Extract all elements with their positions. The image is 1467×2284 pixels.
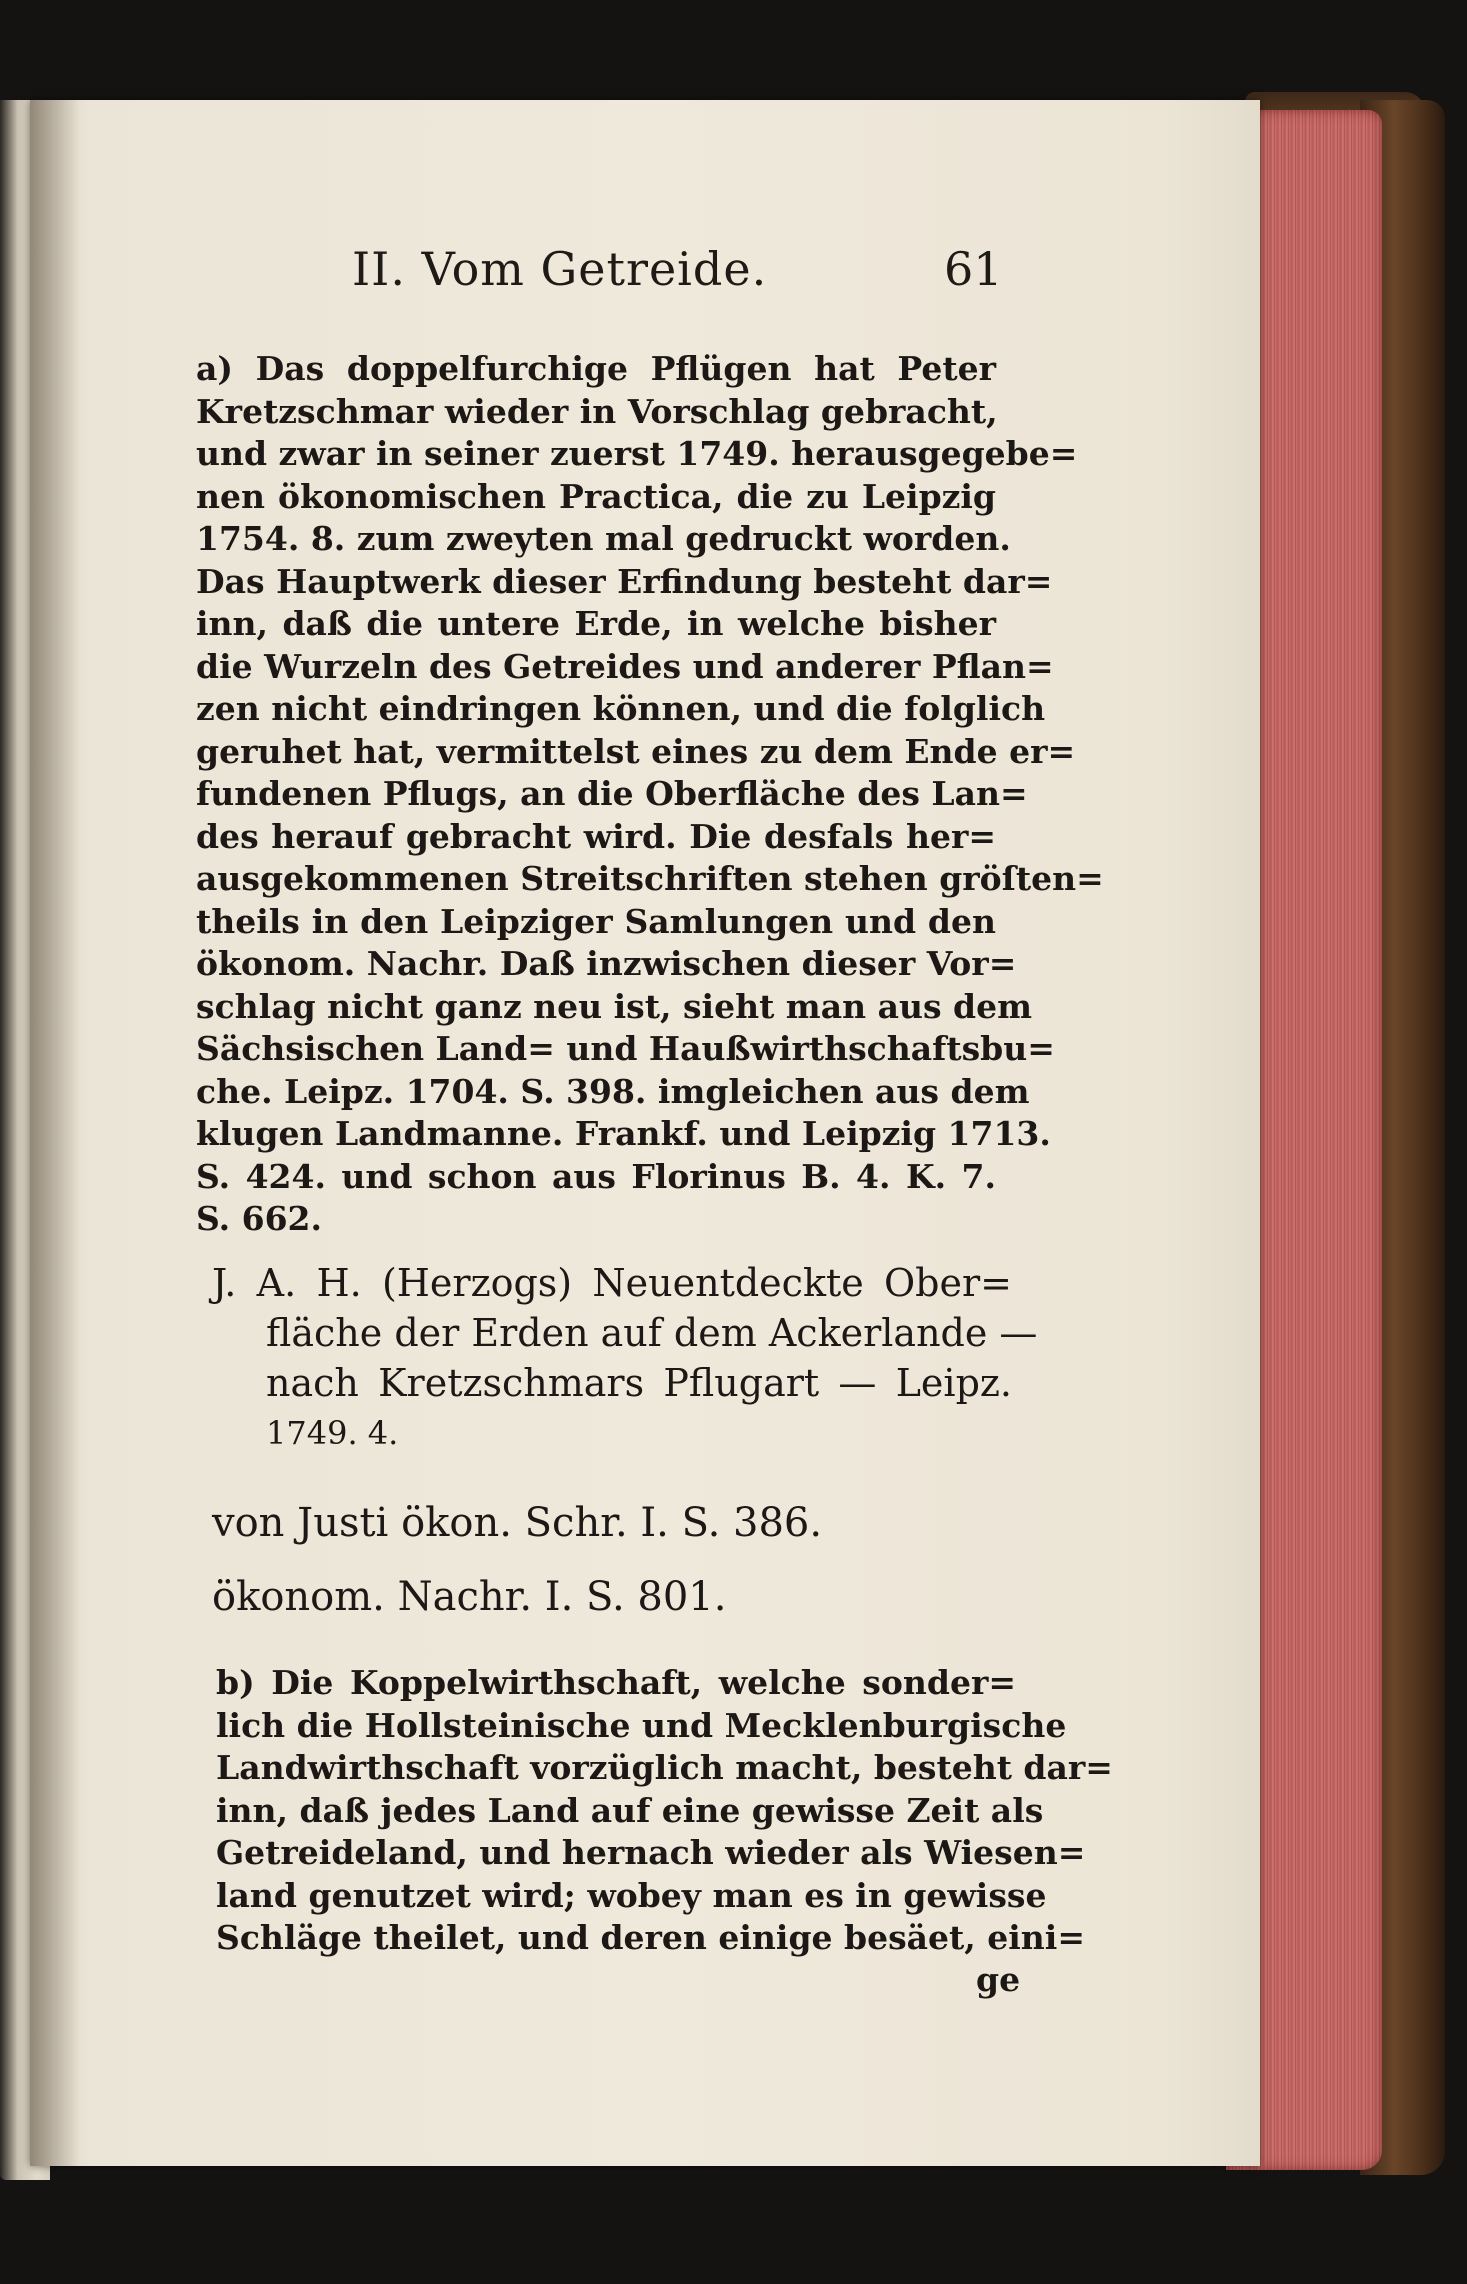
text-line: Getreideland, und hernach wieder als Wiesen= [216, 1833, 1086, 1872]
text-line: Sächsischen Land= und Haußwirthschaftsbu= [196, 1029, 1055, 1068]
page-header [0, 242, 1467, 312]
text-line: fundenen Pflugs, an die Oberfläche des Lan= [196, 774, 1028, 813]
text-line: ökonom. Nachr. Daß inzwischen dieser Vor= [196, 944, 1017, 983]
text-line: Das Hauptwerk dieser Erfindung besteht dar= [196, 561, 1053, 601]
text-line: che. Leipz. 1704. S. 398. imgleichen aus dem [196, 1071, 1030, 1111]
page-number: 61 [944, 242, 1003, 296]
text-line: klugen Landmanne. Frankf. und Leipzig 1713. [196, 1114, 1051, 1153]
citation-line: J. A. H. (Herzogs) Neuentdeckte Ober= [212, 1261, 1012, 1305]
text-line: geruhet hat, vermittelst eines zu dem Ende er= [196, 731, 1076, 771]
text-line: inn, daß die untere Erde, in welche bisher [196, 604, 996, 643]
text-line: die Wurzeln des Getreides und anderer Pflan= [196, 646, 1054, 686]
book-citation [212, 1258, 1038, 1458]
text-line: inn, daß jedes Land auf eine gewisse Zeit als [216, 1790, 1044, 1830]
text-line: zen nicht eindringen können, und die folglich [196, 689, 1046, 728]
text-line: nen ökonomischen Practica, die zu Leipzig [196, 476, 996, 516]
paragraph-b [216, 1662, 1113, 1960]
text-line: Schläge theilet, und deren einige besäet, eini= [216, 1918, 1085, 1957]
text-line: Kretzschmar wieder in Vorschlag gebracht, [196, 391, 998, 431]
text-line: des herauf gebracht wird. Die desfals her= [196, 816, 996, 856]
reference-oekonom: ökonom. Nachr. I. S. 801. [212, 1574, 727, 1620]
text-line: land genutzet wird; wobey man es in gewisse [216, 1875, 1047, 1915]
text-line: und zwar in seiner zuerst 1749. herausgegebe= [196, 434, 1078, 473]
catchword: ge [976, 1960, 1021, 1999]
text-line: b) Die Koppelwirthschaft, welche sonder= [216, 1663, 1016, 1702]
citation-year: 1749. 4. [266, 1414, 399, 1452]
text-line: S. 662. [196, 1199, 323, 1238]
citation-line: nach Kretzschmars Pflugart — Leipz. [266, 1361, 1012, 1405]
text-line: ausgekommenen Streitschriften stehen gröſten= [196, 859, 1104, 898]
text-line: lich die Hollsteinische und Mecklenburgische [216, 1705, 1067, 1745]
paragraph-a [196, 348, 1104, 1241]
text-line: 1754. 8. zum zweyten mal gedruckt worden. [196, 519, 1011, 558]
reference-justi: von Justi ökon. Schr. I. S. 386. [212, 1500, 823, 1546]
spine-shadow [30, 100, 80, 2166]
text-line: Landwirthschaft vorzüglich macht, besteht dar= [216, 1748, 1113, 1787]
running-title: II. Vom Getreide. [352, 242, 768, 296]
text-line: theils in den Leipziger Samlungen und den [196, 901, 996, 941]
text-line: S. 424. und schon aus Florinus B. 4. K. 7. [196, 1156, 996, 1196]
citation-line: fläche der Erden auf dem Ackerlande — [266, 1311, 1038, 1355]
text-line: a) Das doppelfurchige Pflügen hat Peter [196, 349, 996, 388]
text-line: schlag nicht ganz neu ist, sieht man aus dem [196, 986, 1033, 1026]
